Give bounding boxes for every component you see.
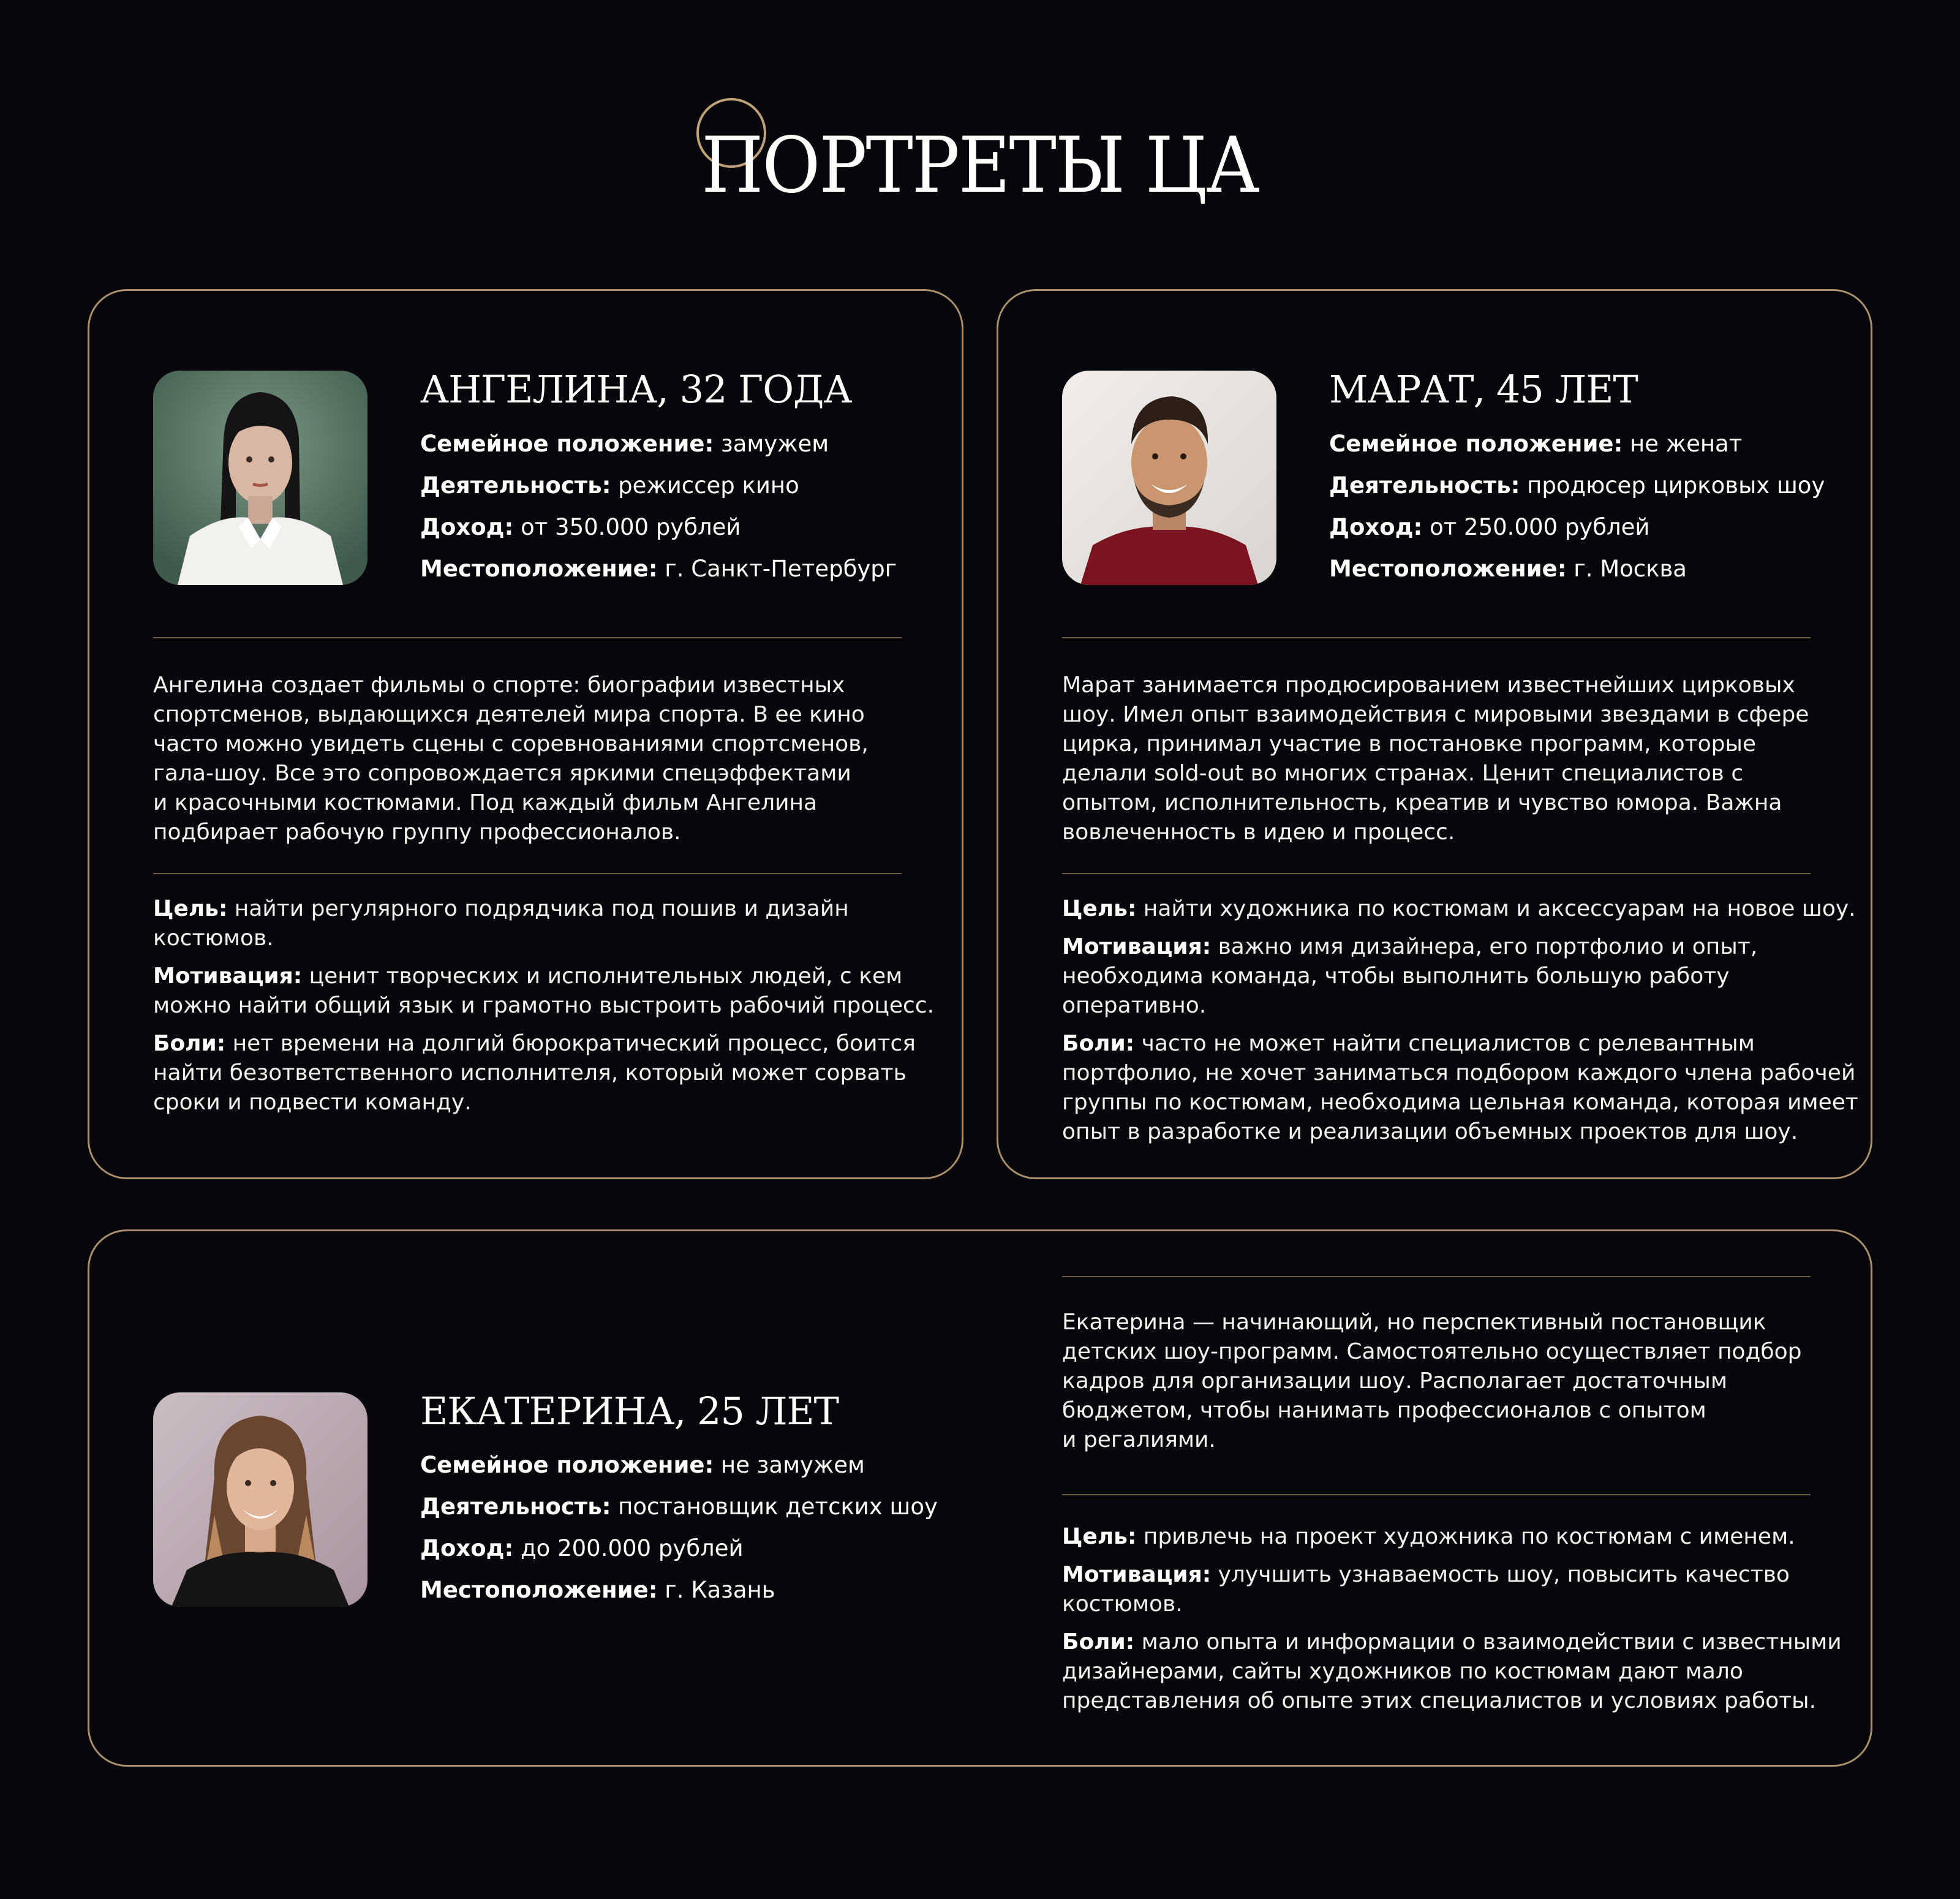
avatar-ekaterina bbox=[153, 1392, 368, 1607]
avatar-marat bbox=[1062, 371, 1276, 585]
portrait-man-icon bbox=[1062, 371, 1276, 585]
title-block bbox=[0, 92, 1960, 214]
persona-description: Екатерина — начинающий, но перспективный постановщик детских шоу-программ. Самостоятельно осуществляет подбор кадров для организации шоу. Располагает достаточным бюджетом, чтобы нанимать профессионалов с опытом и регалиями. bbox=[1062, 1310, 1802, 1452]
info-row-marital: Семейное положение: не замужем bbox=[420, 1452, 865, 1478]
motivation-row: Мотивация: важно имя дизайнера, его портфолио и опыт, необходима команда, чтобы выполнить большую работу оперативно. bbox=[1062, 934, 1758, 1018]
goal-row: Цель: привлечь на проект художника по костюмам с именем. bbox=[1062, 1524, 1795, 1549]
persona-info bbox=[420, 1453, 938, 1620]
divider bbox=[1062, 637, 1811, 638]
info-row-location: Местоположение: г. Москва bbox=[1329, 556, 1687, 582]
info-row-income: Доход: от 250.000 рублей bbox=[1329, 514, 1650, 540]
motivation-row: Мотивация: ценит творческих и исполнительных людей, с кем можно найти общий язык и грамотно выстроить рабочий процесс. bbox=[153, 964, 935, 1018]
page-title: ПОРТРЕТЫ ЦА bbox=[701, 121, 1259, 211]
goal-row: Цель: найти художника по костюмам и аксессуарам на новое шоу. bbox=[1062, 896, 1856, 921]
persona-description: Марат занимается продюсированием известнейших цирковых шоу. Имел опыт взаимодействия с мировыми звездами в сфере цирка, принимал участие в постановке программ, которые делали sold-out во многих странах. Ценит специалистов с опытом, исполнительность, креатив и чувство юмора. Важна вовлеченность в идею и процесс. bbox=[1062, 673, 1809, 845]
persona-card-angelina bbox=[88, 289, 963, 1179]
persona-card-marat bbox=[997, 289, 1872, 1179]
info-row-occupation: Деятельность: режиссер кино bbox=[420, 472, 799, 499]
divider bbox=[1062, 1276, 1811, 1277]
info-row-location: Местоположение: г. Казань bbox=[420, 1577, 775, 1603]
persona-info bbox=[420, 432, 897, 598]
info-row-occupation: Деятельность: продюсер цирковых шоу bbox=[1329, 472, 1825, 499]
portrait-woman-icon bbox=[153, 371, 368, 585]
persona-name: МАРАТ, 45 ЛЕТ bbox=[1329, 367, 1638, 412]
persona-description: Ангелина создает фильмы о спорте: биографии известных спортсменов, выдающихся деятелей мира спорта. В ее кино часто можно увидеть сцены с соревнованиями спортсменов, гала-шоу. Все это сопровождается яркими спецэффектами и красочными костюмами. Под каждый фильм Ангелина подбирает рабочую группу профессионалов. bbox=[153, 673, 869, 845]
motivation-row: Мотивация: улучшить узнаваемость шоу, повысить качество костюмов. bbox=[1062, 1562, 1790, 1617]
goal-row: Цель: найти регулярного подрядчика под пошив и дизайн костюмов. bbox=[153, 896, 849, 951]
persona-name: АНГЕЛИНА, 32 ГОДА bbox=[420, 367, 852, 412]
info-row-location: Местоположение: г. Санкт-Петербург bbox=[420, 556, 897, 582]
info-row-income: Доход: до 200.000 рублей bbox=[420, 1535, 744, 1561]
divider bbox=[153, 873, 902, 874]
persona-goals bbox=[1062, 1522, 1852, 1724]
pains-row: Боли: часто не может найти специалистов с релевантным портфолио, не хочет заниматься подбором каждого члена рабочей группы по костюмам, необходима цельная команда, которая имеет опыт в разработке и реализации объемных проектов для шоу. bbox=[1062, 1031, 1858, 1144]
avatar-angelina bbox=[153, 371, 368, 585]
portrait-woman-smiling-icon bbox=[153, 1392, 368, 1607]
persona-goals bbox=[153, 894, 949, 1126]
divider bbox=[1062, 873, 1811, 874]
divider bbox=[153, 637, 902, 638]
persona-card-ekaterina bbox=[88, 1229, 1872, 1767]
pains-row: Боли: нет времени на долгий бюрократический процесс, боится найти безответственного исполнителя, который может сорвать сроки и подвести команду. bbox=[153, 1031, 916, 1115]
pains-row: Боли: мало опыта и информации о взаимодействии с известными дизайнерами, сайты художников по костюмам дают мало представления об опыте этих специалистов и условиях работы. bbox=[1062, 1629, 1842, 1713]
info-row-income: Доход: от 350.000 рублей bbox=[420, 514, 741, 540]
info-row-occupation: Деятельность: постановщик детских шоу bbox=[420, 1493, 938, 1520]
info-row-marital: Семейное положение: замужем bbox=[420, 431, 829, 457]
persona-goals bbox=[1062, 894, 1864, 1155]
persona-name: ЕКАТЕРИНА, 25 ЛЕТ bbox=[420, 1389, 839, 1433]
persona-info bbox=[1329, 432, 1825, 598]
info-row-marital: Семейное положение: не женат bbox=[1329, 431, 1743, 457]
divider bbox=[1062, 1494, 1811, 1495]
